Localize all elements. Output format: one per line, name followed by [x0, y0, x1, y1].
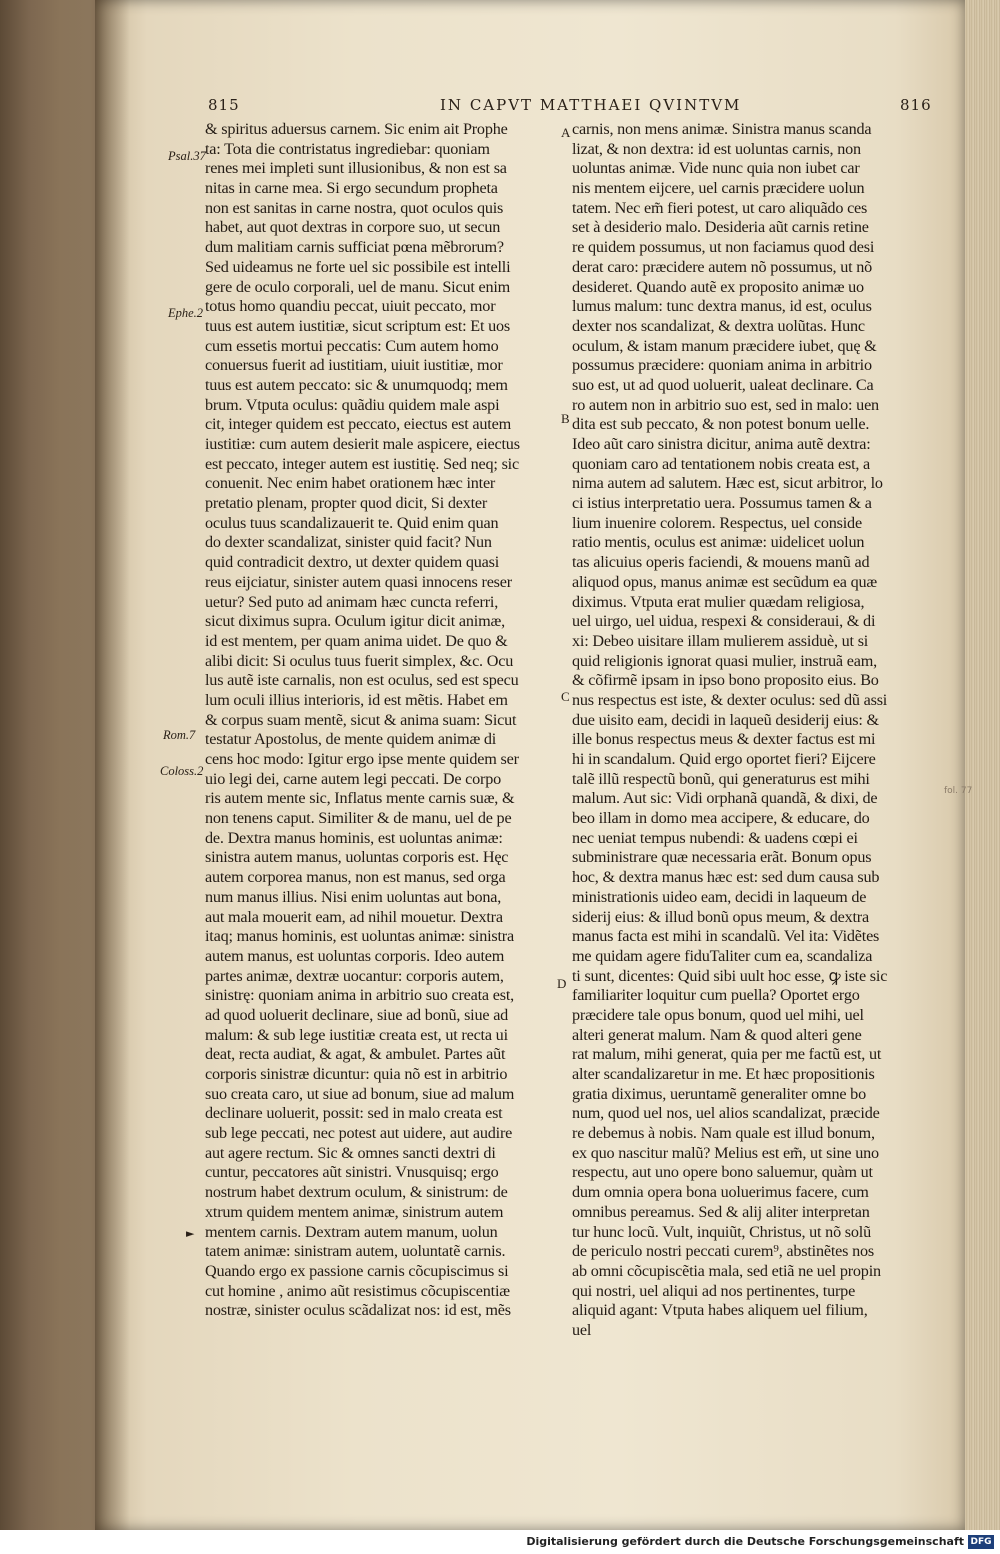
- text-line: num manus illius. Nisi enim uoluntas aut bona,: [205, 887, 502, 906]
- running-title: IN CAPVT MATTHAEI QVINTVM: [440, 96, 742, 114]
- text-line: nis mentem eijcere, uel carnis præcidere uolun: [572, 179, 865, 198]
- text-line: Ideo aũt caro sinistra dicitur, anima autẽ dextra:: [572, 435, 871, 453]
- text-line: reus eijciatur, sinister autem quasi innocens reser: [205, 572, 512, 591]
- text-line: re quidem possumus, ut non faciamus quod desi: [572, 238, 875, 257]
- text-line: iustitiæ: cum autem desierit male aspicere, eiectus: [205, 435, 520, 453]
- text-line: beo illam in domo mea accipere, & educare, do: [572, 809, 870, 828]
- text-line: familiariter loquitur cum puella? Oportet ergo: [572, 986, 860, 1005]
- text-line: deat, recta audiat, & agat, & ambulet. Partes aũt: [205, 1045, 506, 1064]
- text-line: quoniam caro ad tentationem nobis creata est, a: [572, 454, 871, 473]
- text-line: de periculo nostri peccati curem⁹, abstinẽtes nos: [572, 1242, 874, 1261]
- text-line: oculum, & istam manum præcidere iubet, quę &: [572, 336, 877, 355]
- text-line: due uisito eam, decidi in laqueũ desiderij eius: &: [572, 710, 879, 729]
- text-line: possumus præcidere: quoniam anima in arbitrio: [572, 356, 872, 375]
- text-line: ex quo nascitur malũ? Melius est em̃, ut sine uno: [572, 1143, 879, 1162]
- text-line: omnibus pereamus. Sed & alij aliter interpretan: [572, 1202, 870, 1221]
- text-line: aliquod opus, manus animæ est secũdum ea quæ: [572, 572, 878, 591]
- text-line: id est mentem, per quam anima uidet. De quo &: [205, 631, 508, 650]
- text-line: malum: & sub lege iustitiæ creata est, ut recta ui: [205, 1025, 508, 1044]
- text-line: talẽ illũ respectũ bonũ, qui generaturus est mihi: [572, 769, 870, 788]
- text-line: subministrare quæ necessaria erãt. Bonum opus: [572, 848, 872, 867]
- section-mark-c: C: [561, 689, 570, 704]
- text-line: dum malitiam carnis sufficiat pœna mẽbrorum?: [205, 238, 504, 257]
- section-mark-a: A: [561, 125, 571, 140]
- text-line: nus respectus est iste, & dexter oculus: sed dũ assi: [572, 690, 888, 709]
- text-line: xi: Debeo uisitare illam mulierem assiduè, ut si: [572, 631, 869, 650]
- text-line: dita est sub peccato, & non potest bonum uelle.: [572, 415, 870, 434]
- text-line: carnis, non mens animæ. Sinistra manus scanda: [572, 120, 872, 138]
- text-line: mentem carnis. Dextram autem manum, uolun: [205, 1222, 498, 1241]
- text-line: sinistrę: quoniam anima in arbitrio suo creata est,: [205, 986, 514, 1005]
- text-line: corporis sinistræ dicuntur: quia nõ est in arbitrio: [205, 1065, 508, 1083]
- text-line: aut agere rectum. Sic & omnes sancti dextri di: [205, 1143, 496, 1162]
- section-mark-d: D: [557, 976, 567, 991]
- margin-note-ephesians: Ephe.2: [168, 306, 204, 320]
- text-line: sicut diximus supra. Oculum igitur dicit animæ,: [205, 612, 505, 631]
- text-line: lium inuenire colorem. Respectus, uel conside: [572, 513, 862, 532]
- text-line: me quidam agere fiduTaliter cum ea, scandaliza: [572, 946, 873, 965]
- text-line: tas alicuius operis faciendi, & mouens manũ ad: [572, 553, 870, 572]
- text-line: & cõfirmẽ ipsam in ipso bono proposito eius. Bo: [572, 671, 879, 690]
- text-line: tatem. Nec em̃ fieri potest, ut caro aliquãdo ces: [572, 198, 868, 217]
- text-line: tur hunc locũ. Vult, inquiũt, Christus, ut nõ solũ: [572, 1222, 871, 1241]
- text-line: conuersus fuerit ad iustitiam, uiuit iustitiæ, mor: [205, 356, 503, 375]
- text-line: uel uirgo, uel uidua, respexi & consideraui, & di: [572, 612, 876, 631]
- text-line: num, quod uel nos, uel alios scandalizat, præcide: [572, 1104, 880, 1123]
- text-line: testatur Apostolus, de mente quidem animæ di: [205, 730, 497, 749]
- text-line: autem corporea manus, non est manus, sed orga: [205, 868, 506, 887]
- folio-left: 815: [208, 96, 240, 114]
- text-line: do dexter scandalizat, sinister quid facit? Nun: [205, 533, 492, 552]
- text-line: ad quod uoluerit declinare, siue ad bonũ, siue ad: [205, 1005, 509, 1024]
- text-line: gratia diximus, ueruntamẽ generaliter omne bo: [572, 1084, 866, 1103]
- text-line: nostræ, sinister oculus scãdalizat nos: id est, mẽs: [205, 1301, 511, 1320]
- text-line: ti sunt, dicentes: Quid sibi uult hoc esse, ꝙ iste sic: [572, 966, 888, 985]
- dfg-logo-icon: DFG: [968, 1535, 994, 1549]
- section-mark-b: B: [561, 411, 570, 426]
- text-line: tatem animæ: sinistram autem, uoluntatẽ carnis.: [205, 1242, 506, 1261]
- text-line: lumus malum: tunc dextra manus, id est, oculus: [572, 297, 872, 316]
- text-line: non tenens caput. Similiter & de manu, uel de pe: [205, 809, 512, 828]
- text-line: de. Dextra manus hominis, est uoluntas animæ:: [205, 828, 503, 847]
- text-line: conuenit. Nec enim habet orationem hæc inter: [205, 474, 496, 493]
- text-line: ratio mentis, oculus est animæ: uidelicet uolun: [572, 533, 865, 552]
- text-line: nostrum habet dextrum oculum, & sinistrum: de: [205, 1183, 508, 1202]
- text-line: rat malum, mihi generat, quia per me factũ est, ut: [572, 1045, 882, 1064]
- text-line: nitas in carne mea. Si ergo secundum propheta: [205, 179, 498, 198]
- page-edges: [960, 0, 1000, 1540]
- text-line: hi in scandalum. Quid ergo oportet fieri? Eijcere: [572, 750, 876, 768]
- folio-right: 816: [900, 96, 932, 114]
- text-line: sinistra autem manus, uoluntas corporis est. Hęc: [205, 848, 509, 867]
- text-line: diximus. Vtputa erat mulier quædam religiosa,: [572, 592, 865, 611]
- pencil-annotation: fol. 77: [944, 786, 973, 796]
- text-line: aliquid agant: Vtputa habes aliquem uel filium,: [572, 1301, 868, 1320]
- text-line: suo est, ut ad quod uoluerit, ualeat declinare. Ca: [572, 375, 874, 394]
- text-line: derat caro: præcidere autem nõ possumus, ut nõ: [572, 257, 873, 276]
- text-line: ab omni cõcupiscẽtia mala, sed etiã ne uel propin: [572, 1261, 881, 1280]
- text-line: ta: Tota die contristatus ingrediebar: quoniam: [205, 139, 490, 158]
- text-line: cuntur, peccatores aũt sinistri. Vnusquisq; ergo: [205, 1163, 499, 1182]
- text-line: manus facta est mihi in scandalũ. Vel ita: Vidẽtes: [572, 927, 880, 946]
- right-text-column: [572, 120, 942, 1341]
- text-line: tuus est autem iustitiæ, sicut scriptum est: Et uos: [205, 316, 510, 335]
- text-line: ro autem non in arbitrio suo est, sed in malo: uen: [572, 395, 879, 414]
- text-line: quid contradicit dextro, ut dexter quidem quasi: [205, 553, 500, 572]
- text-line: præcidere tale opus bonum, quod uel mihi, uel: [572, 1005, 864, 1024]
- text-line: pretatio plenam, propter quod dicit, Si dexter: [205, 494, 488, 513]
- text-line: lizat, & non dextra: id est uoluntas carnis, non: [572, 139, 861, 158]
- text-line: declinare uoluerit, possit: sed in malo creata est: [205, 1104, 503, 1123]
- text-line: ministrationis uideo eam, decidi in laqueum de: [572, 887, 867, 906]
- text-line: brum. Vtputa oculus: quãdiu quidem male aspi: [205, 395, 500, 414]
- digitization-footer: [0, 1530, 1000, 1554]
- text-line: alteri generat malum. Nam & quod alteri gene: [572, 1025, 862, 1044]
- text-line: ris autem mente sic, Inflatus mente carnis suæ, &: [205, 789, 515, 808]
- text-line: suo creata caro, ut siue ad bonum, siue ad malum: [205, 1084, 515, 1103]
- text-line: uoluntas animæ. Vide nunc quia non iubet car: [572, 159, 860, 178]
- manicule-pointer-icon: ►: [186, 1227, 195, 1240]
- text-line: alter scandalizaretur in me. Et hæc propositionis: [572, 1065, 875, 1083]
- text-line: gere de oculo corporali, uel de manu. Sicut enim: [205, 277, 511, 296]
- footer-credit: Digitalisierung gefördert durch die Deutsche Forschungsgemeinschaft: [526, 1535, 964, 1548]
- text-line: alibi dicit: Si oculus tuus fuerit simplex, &c. Ocu: [205, 651, 514, 670]
- text-line: partes animæ, dextræ uocantur: corporis autem,: [205, 966, 504, 985]
- text-line: lum oculi illius interioris, id est mẽtis. Habet em: [205, 690, 508, 709]
- text-line: sub lege peccati, nec potest aut uidere, aut audire: [205, 1124, 513, 1143]
- text-line: cut homine , animo aũt resistimus cõcupiscentiæ: [205, 1281, 510, 1300]
- text-line: ille bonus respectus meus & dexter factus est mi: [572, 730, 876, 749]
- text-line: qui nostri, uel aliqui ad nos pertinentes, turpe: [572, 1281, 856, 1300]
- text-line: respectu, aut uno opere bono saluemur, quàm ut: [572, 1163, 873, 1182]
- text-line: lus autẽ iste carnalis, non est oculus, sed est specu: [205, 671, 519, 690]
- text-line: uetur? Sed puto ad animam hæc cuncta referri,: [205, 592, 499, 611]
- text-line: tuus est autem peccato: sic & unumquodq; mem: [205, 375, 508, 394]
- text-line: autem manus, est uoluntas corporis. Ideo autem: [205, 946, 505, 965]
- text-line: cit, integer quidem est peccato, eiectus est autem: [205, 415, 511, 434]
- gutter-shadow: [95, 0, 130, 1530]
- text-line: hoc, & dextra manus hæc est: sed dum causa sub: [572, 868, 880, 887]
- text-line: nec ueniat tempus nubendi: & uadens cœpi ei: [572, 828, 858, 847]
- text-line: cum essetis mortui peccatis: Cum autem homo: [205, 336, 499, 355]
- text-line: non est sanitas in carne nostra, quot oculos quis: [205, 198, 504, 217]
- text-line: totus homo quandiu peccat, uiuit peccato, mor: [205, 297, 496, 316]
- text-line: xtrum quidem mentem animæ, sinistrum autem: [205, 1202, 504, 1221]
- text-line: Quando ergo ex passione carnis cõcupiscimus si: [205, 1261, 509, 1280]
- text-line: Sed uideamus ne forte uel sic possibile est intelli: [205, 257, 511, 276]
- text-line: itaq; manus hominis, est uoluntas animæ: sinistra: [205, 927, 514, 946]
- margin-note-romans: Rom.7: [163, 728, 196, 742]
- margin-note-psalm: Psal.37: [168, 149, 206, 163]
- text-line: dum omnia opera bona uoluerimus facere, cum: [572, 1183, 869, 1202]
- text-line: quid religionis ignorat quasi mulier, instruã eam,: [572, 651, 877, 670]
- text-line: cens hoc modo: Igitur ergo ipse mente quidem ser: [205, 750, 519, 768]
- text-line: oculus tuus scandalizauerit te. Quid enim quan: [205, 513, 499, 532]
- text-line: ci istius interpretatio uera. Possumus tamen & a: [572, 494, 872, 513]
- text-line: & corpus suam mentẽ, sicut & anima suam: Sicut: [205, 710, 517, 729]
- text-line: uel: [572, 1320, 592, 1339]
- text-line: & spiritus aduersus carnem. Sic enim ait Prophe: [205, 120, 508, 138]
- text-line: re debemus à nobis. Nam quale est illud bonum,: [572, 1124, 875, 1143]
- text-line: habet, aut quot dextras in corpore suo, ut secun: [205, 218, 501, 237]
- text-line: siderij eius: & illud bonũ opus meum, & dextra: [572, 907, 869, 926]
- text-line: set à desiderio malo. Desideria aũt carnis retine: [572, 218, 869, 237]
- text-line: dexter nos scandalizat, & dextra uolũtas. Hunc: [572, 316, 865, 335]
- text-line: malum. Aut sic: Vidi orphanã quandã, & dixi, de: [572, 789, 878, 808]
- text-line: uio legi dei, carne autem legi peccati. De corpo: [205, 769, 502, 788]
- text-line: renes mei impleti sunt illusionibus, & non est sa: [205, 159, 507, 178]
- text-line: nima autem ad salutem. Hæc est, sicut arbitror, lo: [572, 474, 883, 493]
- text-line: desideret. Quando autẽ ex proposito animæ uo: [572, 277, 864, 296]
- margin-note-colossians: Coloss.2: [160, 764, 204, 778]
- text-line: aut mala mouerit eam, ad nihil mouetur. Dextra: [205, 907, 503, 926]
- left-text-column: [205, 120, 555, 1321]
- text-line: est peccato, integer autem est iustitię. Sed neq; sic: [205, 454, 519, 473]
